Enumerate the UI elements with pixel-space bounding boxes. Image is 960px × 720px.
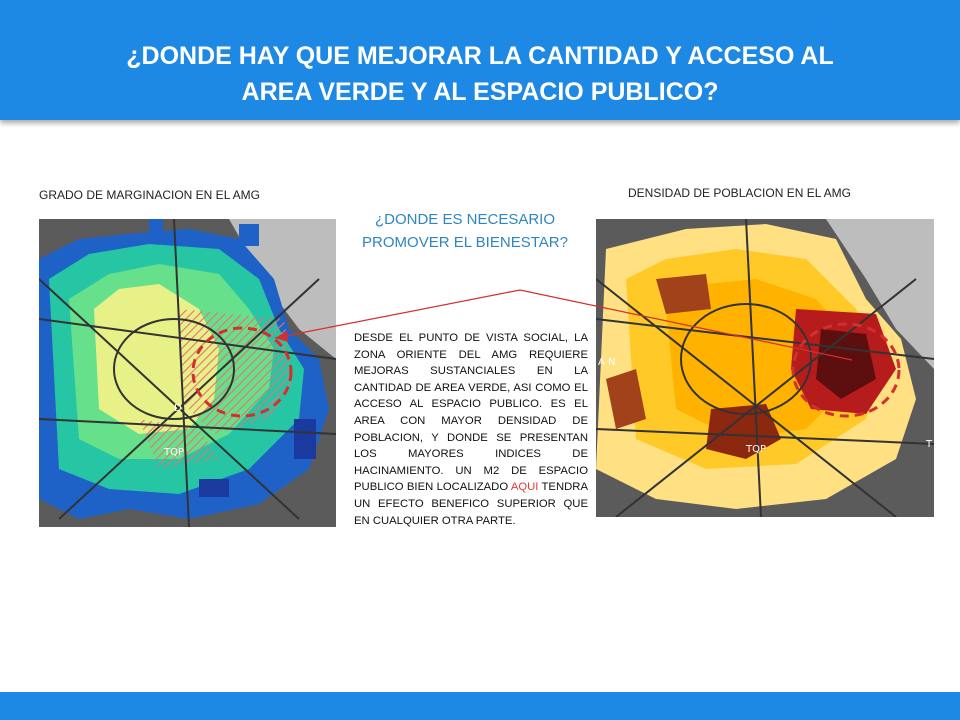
center-question: ¿DONDE ES NECESARIO PROMOVER EL BIENESTAR? bbox=[362, 211, 568, 251]
marginalization-map bbox=[39, 219, 336, 527]
population-density-map bbox=[596, 219, 934, 517]
left-map-label: GRADO DE MARGINACION EN EL AMG bbox=[39, 188, 260, 202]
tqp-road-label: TQP bbox=[164, 447, 185, 458]
body-text-part-2: TENDRA UN EFECTO BENEFICO SUPERIOR QUE EN CUALQUIER OTRA PARTE. bbox=[354, 481, 588, 527]
body-text-highlight: AQUI bbox=[510, 481, 539, 494]
an-road-label: A N bbox=[598, 357, 616, 368]
t-road-label: T bbox=[926, 439, 933, 450]
d-road-label: D bbox=[174, 403, 182, 414]
tqp-road-label: TQP bbox=[746, 444, 767, 455]
footer-bar bbox=[0, 692, 960, 720]
body-text-part-1: DESDE EL PUNTO DE VISTA SOCIAL, LA ZONA ORIENTE DEL AMG REQUIERE MEJORAS SUSTANCIALES EN LA CANTIDAD DE AREA VERDE, ASI COMO EL ACCESO AL ESPACIO PUBLICO. ES EL AREA CON MAYOR DENSIDAD DE POBLACION, Y DONDE SE PRESENTAN LOS MAYORES INDICES DE HACINAMIENTO. UN M2 DE ESPACIO PUBLICO BIEN LOCALIZADO bbox=[354, 332, 588, 494]
slide-title: ¿DONDE HAY QUE MEJORAR LA CANTIDAD Y ACCESO AL AREA VERDE Y AL ESPACIO PUBLICO? bbox=[126, 42, 834, 106]
title-bar bbox=[0, 0, 960, 120]
center-body-text bbox=[354, 330, 588, 529]
right-map-label: DENSIDAD DE POBLACION EN EL AMG bbox=[628, 186, 851, 200]
